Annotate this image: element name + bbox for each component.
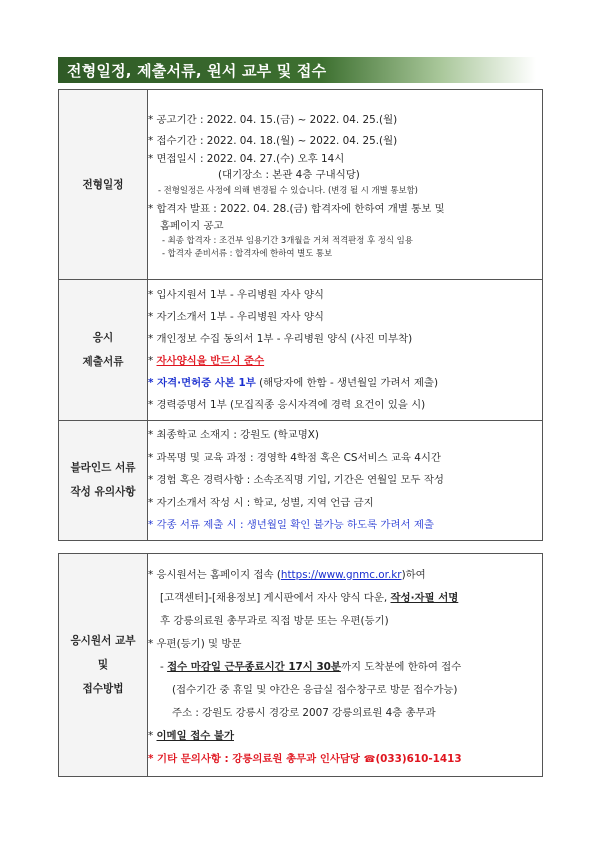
doc-item4: * 자사양식을 반드시 준수 xyxy=(148,355,265,367)
blind-row xyxy=(59,421,543,541)
app-line1: * 응시원서는 홈페이지 접속 (https://www.gnmc.or.kr)하여 xyxy=(148,568,426,581)
schedule-body xyxy=(148,90,543,280)
app-line4: * 우편(등기) 및 방문 xyxy=(148,637,242,650)
blind-item2: * 과목명 및 교육 과정 : 경영학 4학점 혹은 CS서비스 교육 4시간 xyxy=(148,451,441,464)
doc-item5: * 자격·면허증 사본 1부 (해당자에 한함 - 생년월일 가려서 제출) xyxy=(148,377,438,389)
blind-body xyxy=(148,421,543,541)
app-line6: (접수기간 중 휴일 및 야간은 응급실 접수창구로 방문 접수가능) xyxy=(172,683,458,696)
application-row xyxy=(59,554,543,777)
app-line9: * 기타 문의사항 : 강릉의료원 총무과 인사담당 ☎(033)610-1413 xyxy=(148,752,462,765)
blind-item4: * 자기소개서 작성 시 : 학교, 성별, 지역 언급 금지 xyxy=(148,496,374,509)
app-line8: * 이메일 접수 불가 xyxy=(148,729,234,742)
doc-item6: * 경력증명서 1부 (모집직종 응시자격에 경력 요건이 있을 시) xyxy=(148,399,426,411)
announce-line1: * 합격자 발표 : 2022. 04. 28.(금) 합격자에 한하여 개별 통보 및 xyxy=(148,203,445,215)
interview-date: * 면접일시 : 2022. 04. 27.(수) 오후 14시 xyxy=(148,153,345,165)
blind-item1: * 최종학교 소재지 : 강원도 (학교명X) xyxy=(148,429,319,441)
doc-item2: * 자기소개서 1부 - 우리병원 자사 양식 xyxy=(148,311,324,323)
info-table xyxy=(58,89,543,541)
prep-docs-note: - 합격자 준비서류 : 합격자에 한하여 별도 통보 xyxy=(162,247,333,258)
final-pass-note: - 최종 합격자 : 조건부 임용기간 3개월을 거쳐 적격판정 후 정식 임용 xyxy=(162,235,413,245)
application-body xyxy=(148,554,543,777)
submit-period: * 접수기간 : 2022. 04. 18.(월) ~ 2022. 04. 25.(월) xyxy=(148,134,398,147)
documents-row xyxy=(59,280,543,421)
phone-icon: ☎ xyxy=(363,753,376,765)
schedule-header: 전형일정 xyxy=(59,90,148,280)
app-line7: 주소 : 강원도 강릉시 경강로 2007 강릉의료원 4층 총무과 xyxy=(172,706,436,719)
application-header: 응시원서 교부 및 접수방법 xyxy=(59,554,148,777)
notice-period: * 공고기간 : 2022. 04. 15.(금) ~ 2022. 04. 25.(월) xyxy=(148,114,398,126)
section-title: 전형일정, 제출서류, 원서 교부 및 접수 xyxy=(67,62,327,80)
app-line5: - 접수 마감일 근무종료시간 17시 30분까지 도착분에 한하여 접수 xyxy=(160,660,462,673)
blind-item3: * 경험 혹은 경력사항 : 소속조직명 기입, 기간은 연월일 모두 작성 xyxy=(148,474,444,486)
schedule-change-note: - 전형일정은 사정에 의해 변경될 수 있습니다. (변경 될 시 개별 통보함) xyxy=(158,185,418,195)
homepage-link[interactable]: https://www.gnmc.or.kr xyxy=(280,568,402,581)
application-table xyxy=(58,553,543,777)
doc-item3: * 개인정보 수집 동의서 1부 - 우리병원 양식 (사진 미부착) xyxy=(148,333,413,345)
waiting-place: (대기장소 : 본관 4층 구내식당) xyxy=(218,169,360,181)
section-banner xyxy=(58,57,536,83)
documents-header: 응시 제출서류 xyxy=(59,280,148,421)
blind-header: 블라인드 서류 작성 유의사항 xyxy=(59,421,148,541)
blind-item5: * 각종 서류 제출 시 : 생년월일 확인 불가능 하도록 가려서 제출 xyxy=(148,519,434,531)
schedule-row xyxy=(59,90,543,280)
documents-body xyxy=(148,280,543,421)
app-line3: 후 강릉의료원 총무과로 직접 방문 또는 우편(등기) xyxy=(160,614,389,627)
doc-item1: * 입사지원서 1부 - 우리병원 자사 양식 xyxy=(148,289,324,301)
announce-line2: 홈페이지 공고 xyxy=(160,220,224,232)
app-line2: [고객센터]-[채용정보] 게시판에서 자사 양식 다운, 작성·자필 서명 xyxy=(160,591,459,604)
